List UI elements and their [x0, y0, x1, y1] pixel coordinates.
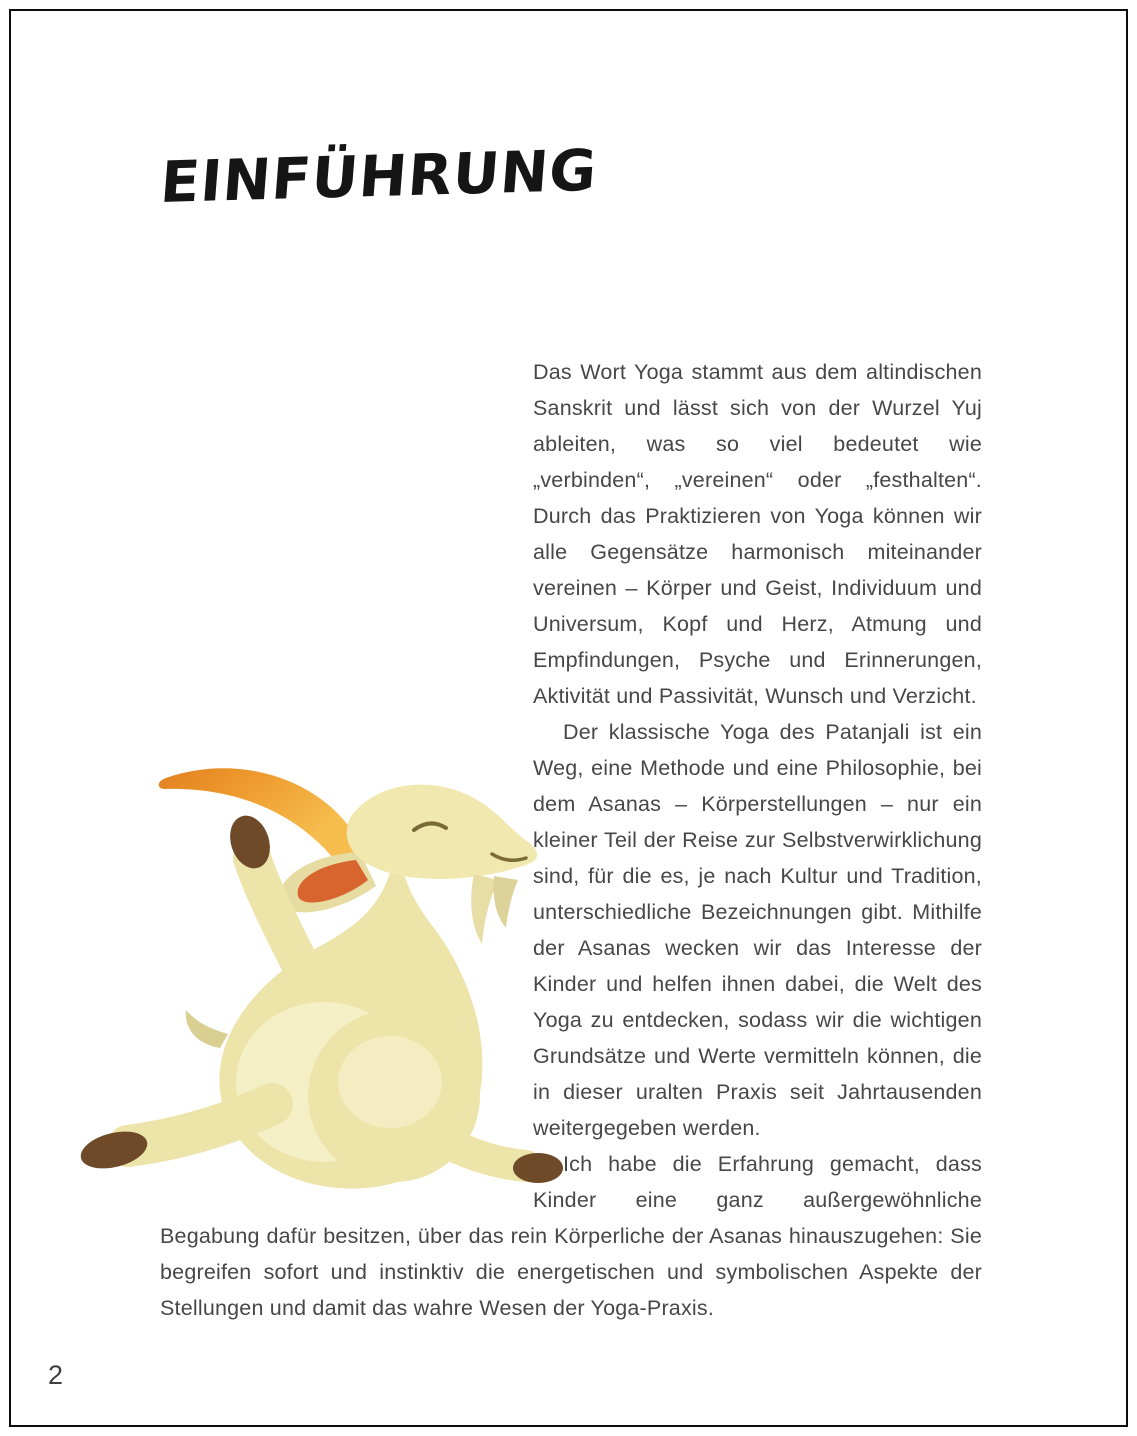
paragraph: Das Wort Yoga stammt aus dem altindischen Sanskrit und lässt sich von der Wurzel Yuj ableiten, was so viel bedeutet wie „verbinden“, „vereinen“ oder „festhalten“. Durch das Praktizieren von Yoga können wir alle Gegensätze harmonisch miteinander vereinen – Körper und Geist, Individuum und Universum, Kopf und Herz, Atmung und Empfindungen, Psyche und Erinnerungen, Aktivität und Passivität, Wunsch und Verzicht. — [533, 360, 982, 708]
paragraph: Der klassische Yoga des Patanjali ist ein Weg, eine Methode und eine Philosophie, bei dem Asanas – Körperstellungen – nur ein kleiner Teil der Reise zur Selbstverwirklichung sind, für die es, je nach Kultur und Tradition, unterschiedliche Bezeichnungen gibt. Mithilfe der Asanas wecken wir das Interesse der Kinder und helfen ihnen dabei, die Welt des Yoga zu entdecken, sodass wir die wichtigen Grundsätze und Werte vermitteln können, die in dieser uralten Praxis seit Jahrtausenden weitergegeben werden. — [533, 720, 982, 1140]
paragraph: Ich habe die Erfahrung gemacht, dass Kinder eine ganz außergewöhnliche Begabung dafür besitzen, über das rein Körperliche der Asanas hinauszugehen: Sie begreifen sofort und instinktiv die energetischen und symbolischen Aspekte der Stellungen und damit das wahre Wesen der Yoga-Praxis. — [160, 1152, 982, 1320]
goat-illustration — [160, 750, 518, 1212]
page-number: 2 — [48, 1360, 64, 1390]
page-title: EINFÜHRUNG — [158, 137, 600, 216]
body-text — [160, 354, 982, 1326]
goat-yoga-illustration-icon — [62, 752, 582, 1214]
